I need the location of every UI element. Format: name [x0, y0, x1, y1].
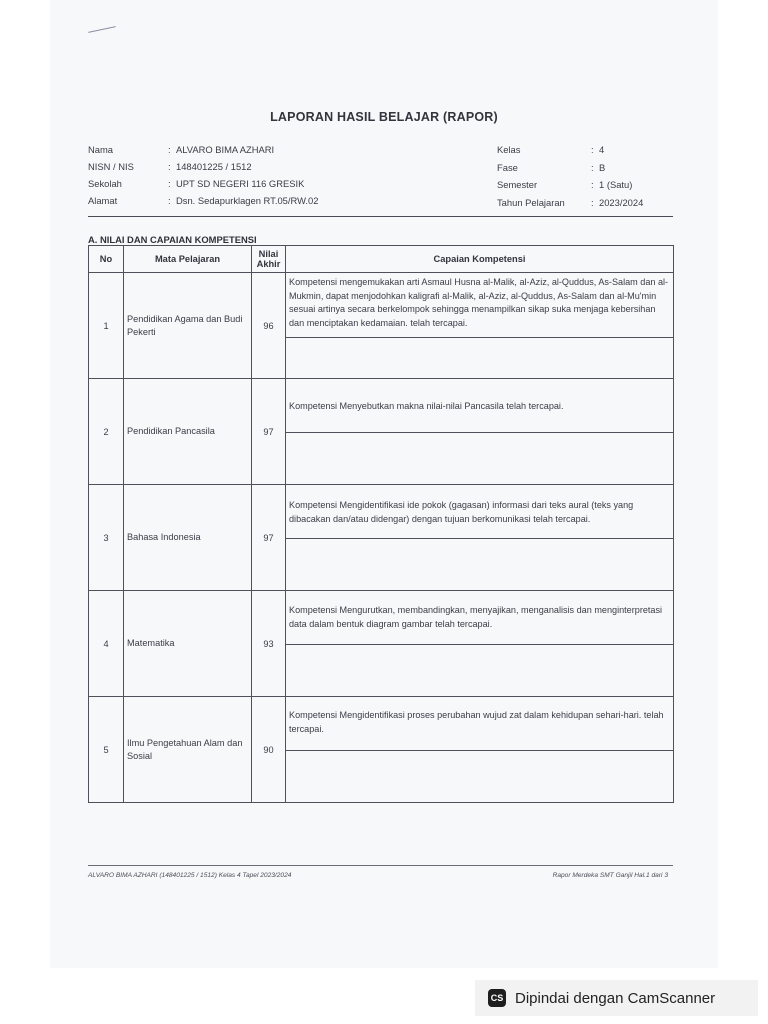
competency-divider — [286, 538, 673, 539]
table-row — [89, 591, 674, 697]
identity-value: Dsn. Sedapurklagen RT.05/RW.02 — [176, 195, 319, 206]
identity-value: ALVARO BIMA AZHARI — [176, 144, 275, 155]
row-subject: Ilmu Pengetahuan Alam dan Sosial — [124, 697, 252, 803]
row-score: 93 — [252, 591, 286, 697]
row-competency-cell — [286, 697, 674, 803]
row-no: 5 — [89, 697, 124, 803]
identity-value: B — [599, 161, 606, 173]
row-competency-cell — [286, 485, 674, 591]
row-competency-cell — [286, 379, 674, 485]
table-row — [89, 697, 674, 803]
row-competency: Kompetensi Mengurutkan, membandingkan, menyajikan, menganalisis dan menginterpretasi data dalam bentuk diagram gambar telah tercapai. — [289, 605, 663, 629]
identity-label: Alamat — [88, 195, 118, 206]
row-subject: Matematika — [124, 591, 252, 697]
identity-row-fase — [497, 159, 643, 177]
row-score: 96 — [252, 273, 286, 379]
header-nilai: Nilai Akhir — [252, 246, 286, 273]
table-row — [89, 273, 674, 379]
row-no: 4 — [89, 591, 124, 697]
row-no: 1 — [89, 273, 124, 379]
identity-value: 148401225 / 1512 — [176, 161, 252, 172]
footer-student-info: ALVARO BIMA AZHARI (148401225 / 1512) Kelas 4 Tapel 2023/2024 — [88, 872, 292, 879]
identity-label: Nama — [88, 144, 114, 155]
footer-page-info: Rapor Merdeka SMT Ganjil Hal.1 dari 3 — [552, 872, 668, 879]
competency-divider — [286, 750, 673, 751]
table-row — [89, 379, 674, 485]
identity-row-sekolah — [88, 175, 318, 192]
identity-label: Sekolah — [88, 178, 122, 189]
student-identity — [88, 141, 318, 209]
row-score: 90 — [252, 697, 286, 803]
row-no: 3 — [89, 485, 124, 591]
row-competency-cell — [286, 591, 674, 697]
row-no: 2 — [89, 379, 124, 485]
footer-divider — [88, 865, 673, 866]
row-competency: Kompetensi Menyebutkan makna nilai-nilai Pancasila telah tercapai. — [289, 401, 564, 411]
row-subject: Bahasa Indonesia — [124, 485, 252, 591]
colon: : — [168, 144, 171, 155]
identity-value: 2023/2024 — [599, 196, 644, 208]
identity-label: Kelas — [497, 144, 521, 155]
grades-table — [88, 245, 674, 803]
camscanner-label: Dipindai dengan CamScanner — [515, 989, 716, 1007]
row-subject: Pendidikan Pancasila — [124, 379, 252, 485]
identity-label: Semester — [497, 179, 538, 190]
header-no: No — [89, 246, 124, 273]
identity-row-semester — [497, 176, 643, 194]
report-title: LAPORAN HASIL BELAJAR (RAPOR) — [270, 110, 498, 124]
colon: : — [591, 144, 594, 155]
row-competency: Kompetensi mengemukakan arti Asmaul Husna al-Malik, al-Aziz, al-Quddus, As-Salam dan al-Mukmin, dapat menjodohkan kaligrafi al-Malik, al-Aziz, al-Quddus, As-Salam dan al-Mu'min sesuai artinya secara berkelompok sehingga menampilkan sikap suka menjaga kebersihan dan menciptakan kedamaian. telah tercapai. — [289, 277, 669, 328]
section-title: A. NILAI DAN CAPAIAN KOMPETENSI — [88, 234, 257, 245]
colon: : — [168, 161, 171, 172]
identity-row-nisn — [88, 158, 318, 175]
competency-divider — [286, 644, 673, 645]
colon: : — [168, 195, 171, 206]
identity-row-alamat — [88, 192, 318, 209]
row-score: 97 — [252, 379, 286, 485]
competency-divider — [286, 432, 673, 433]
identity-row-nama — [88, 141, 318, 158]
header-mapel: Mata Pelajaran — [124, 246, 252, 273]
header-divider — [88, 216, 673, 217]
identity-label: Fase — [497, 161, 518, 173]
colon: : — [591, 161, 594, 173]
identity-label: Tahun Pelajaran — [497, 196, 565, 208]
camscanner-icon: CS — [488, 989, 506, 1007]
camscanner-watermark — [475, 980, 758, 1016]
header-capaian: Capaian Kompetensi — [286, 246, 674, 273]
row-competency: Kompetensi Mengidentifikasi proses perubahan wujud zat dalam kehidupan sehari-hari. telah tercapai. — [289, 710, 664, 734]
identity-value: UPT SD NEGERI 116 GRESIK — [176, 178, 305, 189]
competency-divider — [286, 337, 673, 338]
colon: : — [591, 179, 594, 190]
identity-row-tahun — [497, 194, 643, 212]
identity-row-kelas — [497, 141, 643, 159]
row-competency-cell — [286, 273, 674, 379]
row-subject: Pendidikan Agama dan Budi Pekerti — [124, 273, 252, 379]
table-header-row — [89, 246, 674, 273]
colon: : — [168, 178, 171, 189]
class-identity — [497, 141, 643, 211]
table-row — [89, 485, 674, 591]
identity-value: 1 (Satu) — [599, 179, 633, 190]
row-score: 97 — [252, 485, 286, 591]
identity-label: NISN / NIS — [88, 161, 134, 172]
identity-value: 4 — [599, 144, 605, 155]
colon: : — [591, 196, 594, 208]
row-competency: Kompetensi Mengidentifikasi ide pokok (gagasan) informasi dari teks aural (teks yang dibacakan dan/atau didengar) dengan tujuan berkomunikasi telah tercapai. — [289, 500, 634, 524]
